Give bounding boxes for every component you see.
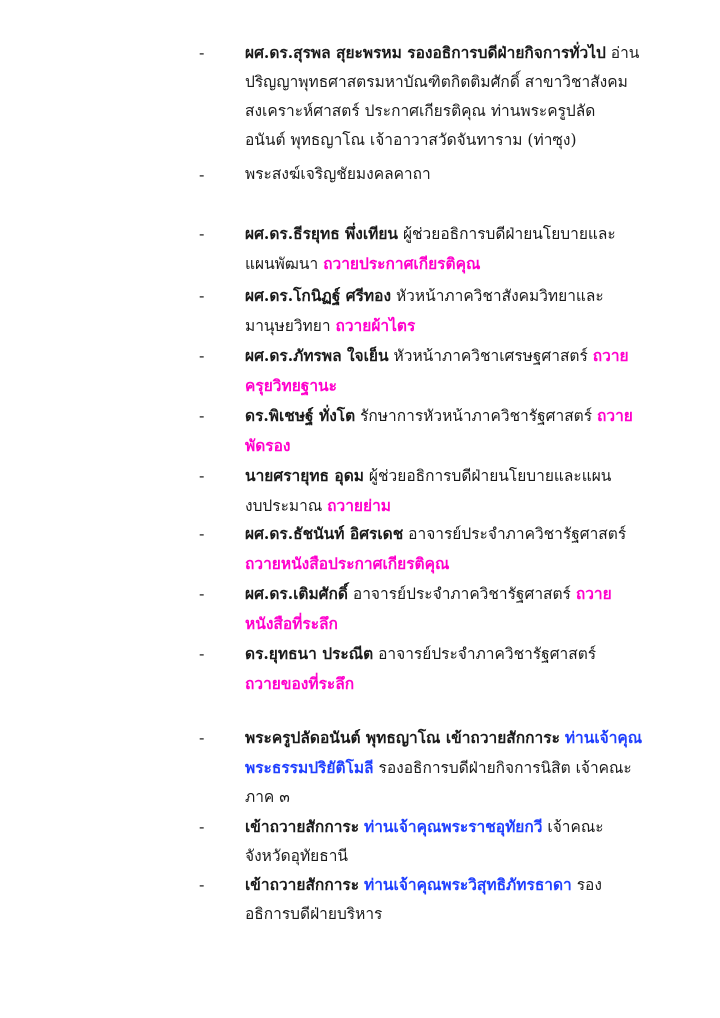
bold-name: เข้าถวายสักการะ — [245, 875, 360, 894]
text-line — [245, 639, 665, 669]
bold-name: ดร.ยุทธนา ประณีต — [245, 644, 374, 663]
text-line — [245, 249, 665, 279]
monk-name-highlight: ท่านเจ้าคุณพระวิสุทธิภัทรธาดา — [364, 875, 572, 894]
bold-name: ผศ.ดร.ธีรยุทธ พึ่งเทียน — [245, 224, 399, 243]
text-line — [245, 160, 665, 189]
text-line — [245, 549, 665, 579]
bullet-dash: - — [199, 584, 205, 603]
item-text — [245, 219, 665, 279]
bold-name: นายศรายุทธ อุดม — [245, 466, 364, 485]
text-line — [245, 783, 665, 812]
text-line — [245, 281, 665, 311]
item-text — [245, 341, 665, 401]
text-segment: หัวหน้าภาควิชาเศรษฐศาสตร์ — [388, 347, 593, 365]
bullet-dash: - — [199, 875, 205, 894]
bold-name: ผศ.ดร.เติมศักดิ์ — [245, 584, 348, 603]
monk-name-highlight: ท่านเจ้าคุณพระราชอุทัยกวี — [364, 817, 543, 836]
bullet-dash: - — [199, 817, 205, 836]
offering-highlight: ถวายหนังสือประกาศเกียรติคุณ — [245, 554, 450, 573]
text-segment: อนันต์ พุทธญาโณ เจ้าอาวาสวัดจันทาราม (ท่าซุง) — [245, 131, 577, 149]
text-line — [245, 311, 665, 341]
text-segment: หัวหน้าภาควิชาสังคมวิทยาและ — [391, 287, 604, 305]
offering-highlight: ถวาย — [575, 584, 612, 603]
bullet-dash: - — [199, 406, 205, 425]
bullet-dash: - — [199, 224, 205, 243]
text-segment: เจ้าคณะ — [542, 818, 604, 836]
text-line — [245, 461, 665, 491]
text-segment: อาจารย์ประจำภาควิชารัฐศาสตร์ — [373, 645, 597, 663]
bold-name: ผศ.ดร.โกนิฏฐ์ ศรีทอง — [245, 286, 392, 305]
item-text — [245, 160, 665, 189]
text-segment: แผนพัฒนา — [245, 255, 324, 273]
bullet-dash: - — [199, 286, 205, 305]
monk-name-highlight: พระธรรมปริยัติโมลี — [245, 758, 374, 777]
text-segment: ภาค ๓ — [245, 788, 290, 806]
text-segment: รักษาการหัวหน้าภาควิชารัฐศาสตร์ — [355, 407, 597, 425]
offering-highlight: ครุยวิทยฐานะ — [245, 376, 337, 395]
item-text — [245, 519, 665, 579]
item-text — [245, 401, 665, 461]
bullet-dash: - — [199, 43, 205, 62]
text-segment: งบประมาณ — [245, 497, 328, 515]
item-text — [245, 281, 665, 341]
text-line — [245, 519, 665, 549]
text-segment: อ่าน — [605, 44, 640, 62]
text-line — [245, 491, 665, 521]
text-line — [245, 812, 665, 842]
bullet-dash: - — [199, 466, 205, 485]
offering-highlight: หนังสือที่ระลึก — [245, 614, 338, 633]
text-segment: จังหวัดอุทัยธานี — [245, 847, 349, 865]
text-line — [245, 579, 665, 609]
text-segment: รองอธิการบดีฝ่ายกิจการนิสิต เจ้าคณะ — [373, 759, 632, 777]
offering-highlight: พัดรอง — [245, 436, 291, 455]
text-segment: อาจารย์ประจำภาควิชารัฐศาสตร์ — [347, 585, 576, 603]
text-line — [245, 341, 665, 371]
offering-highlight: ถวายย่าม — [327, 496, 392, 515]
item-text — [245, 461, 665, 521]
text-segment: พระสงฆ์เจริญชัยมงคลคาถา — [245, 165, 431, 183]
text-line — [245, 97, 665, 126]
text-segment: ผู้ช่วยอธิการบดีฝ่ายนโยบายและ — [398, 225, 616, 243]
text-line — [245, 401, 665, 431]
item-text — [245, 723, 665, 812]
text-line — [245, 900, 665, 929]
text-segment: สงเคราะห์ศาสตร์ ประกาศเกียรติคุณ ท่านพระครูปลัด — [245, 102, 596, 120]
item-text — [245, 812, 665, 871]
bullet-dash: - — [199, 728, 205, 747]
text-segment: อธิการบดีฝ่ายบริหาร — [245, 905, 383, 923]
offering-highlight: ถวายประกาศเกียรติคุณ — [323, 254, 481, 273]
text-line — [245, 68, 665, 97]
text-segment: มานุษยวิทยา — [245, 317, 336, 335]
text-line — [245, 870, 665, 900]
bold-name: ผศ.ดร.ภัทรพล ใจเย็น — [245, 346, 389, 365]
text-segment: ปริญญาพุทธศาสตรมหาบัณฑิตกิตติมศักดิ์ สาขาวิชาสังคม — [245, 73, 628, 91]
offering-highlight: ถวาย — [597, 406, 633, 425]
bold-name: เข้าถวายสักการะ — [245, 817, 360, 836]
offering-highlight: ถวายผ้าไตร — [335, 316, 416, 335]
text-line — [245, 669, 665, 699]
text-segment: รอง — [571, 876, 602, 894]
text-segment: อาจารย์ประจำภาควิชารัฐศาสตร์ — [403, 525, 627, 543]
text-line — [245, 842, 665, 871]
offering-highlight: ถวาย — [592, 346, 629, 365]
item-text — [245, 579, 665, 639]
bullet-dash: - — [199, 346, 205, 365]
text-line — [245, 431, 665, 461]
offering-highlight: ถวายของที่ระลึก — [245, 674, 355, 693]
bold-name: ผศ.ดร.สุรพล สุยะพรหม รองอธิการบดีฝ่ายกิจการทั่วไป — [245, 43, 606, 62]
text-line — [245, 371, 665, 401]
text-line — [245, 723, 665, 753]
text-line — [245, 38, 665, 68]
text-line — [245, 126, 665, 155]
bullet-dash: - — [199, 644, 205, 663]
item-text — [245, 38, 665, 155]
bold-name: พระครูปลัดอนันต์ พุทธญาโณ เข้าถวายสักการะ — [245, 728, 560, 747]
text-line — [245, 753, 665, 783]
text-line — [245, 609, 665, 639]
bullet-dash: - — [199, 165, 205, 184]
bold-name: ดร.พิเชษฐ์ ทั่งโต — [245, 406, 356, 425]
bold-name: ผศ.ดร.ธัชนันท์ อิศรเดช — [245, 524, 404, 543]
item-text — [245, 870, 665, 929]
bullet-dash: - — [199, 524, 205, 543]
text-segment: ผู้ช่วยอธิการบดีฝ่ายนโยบายและแผน — [364, 467, 612, 485]
item-text — [245, 639, 665, 699]
monk-name-highlight: ท่านเจ้าคุณ — [564, 728, 643, 747]
text-line — [245, 219, 665, 249]
